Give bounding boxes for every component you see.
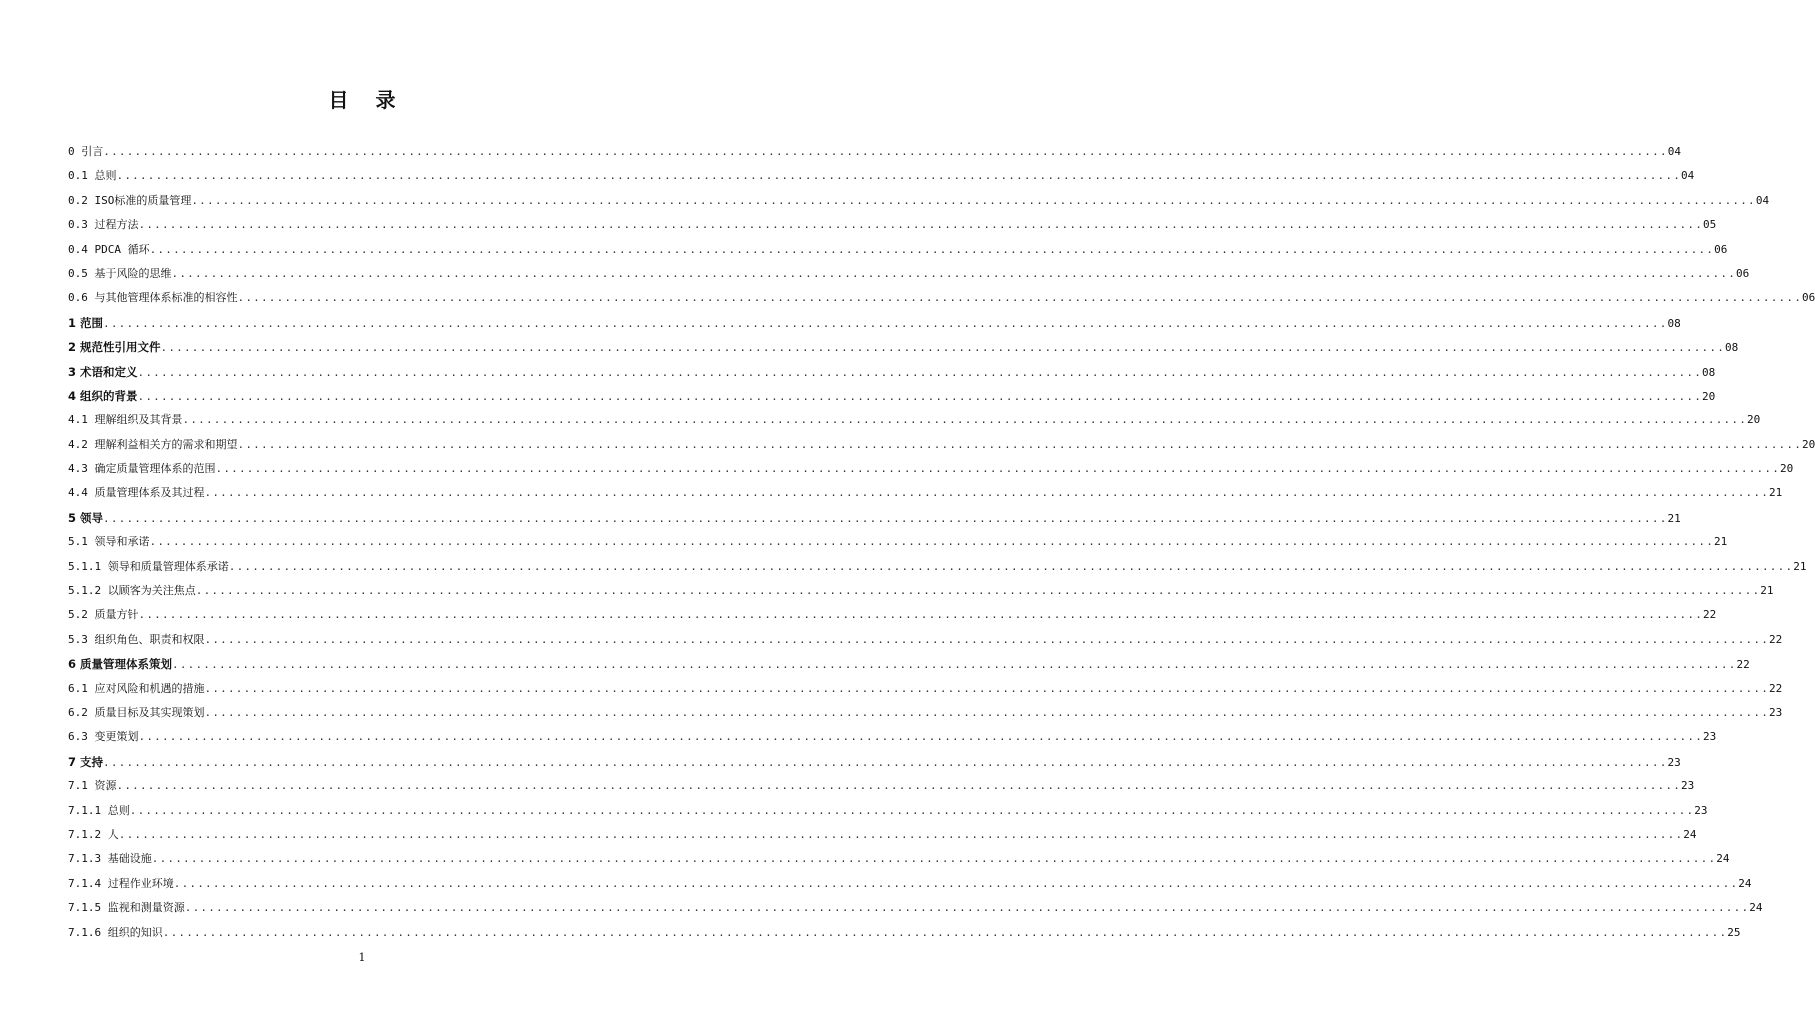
- page-number: 1: [358, 951, 366, 964]
- dot-leader: ........................................................................................................................................................................................................: [237, 291, 1803, 305]
- toc-entry-page: 23: [1694, 803, 1708, 817]
- toc-entry-page: 20: [1747, 413, 1761, 427]
- dot-leader: ........................................................................................................................................................................................................: [137, 389, 1703, 403]
- toc-entry-label: 6.3 变更策划: [68, 730, 139, 744]
- toc-entry[interactable]: [68, 481, 1783, 505]
- toc-entry[interactable]: [68, 725, 1717, 749]
- toc-entry[interactable]: [68, 140, 1682, 164]
- toc-entry-label: 0.4 PDCA 循环: [68, 242, 150, 256]
- toc-entry-page: 21: [1667, 511, 1681, 525]
- dot-leader: ........................................................................................................................................................................................................: [171, 266, 1737, 280]
- toc-entry-page: 21: [1714, 535, 1728, 549]
- toc-entry-page: 22: [1769, 632, 1783, 646]
- toc-entry[interactable]: [68, 701, 1783, 725]
- dot-leader: ........................................................................................................................................................................................................: [138, 730, 1704, 744]
- toc-entry[interactable]: [68, 677, 1783, 701]
- dot-leader: ........................................................................................................................................................................................................: [103, 145, 1668, 158]
- toc-entry-label: 5 领导: [68, 510, 104, 525]
- toc-entry-page: 24: [1716, 852, 1730, 866]
- toc-entry-label: 3 术语和定义: [68, 364, 138, 379]
- toc-entry-label: 7.1.6 组织的知识: [68, 925, 163, 939]
- toc-entry[interactable]: [68, 335, 1739, 359]
- dot-leader: ........................................................................................................................................................................................................: [195, 584, 1761, 598]
- toc-entry-page: 24: [1738, 876, 1752, 890]
- toc-entry[interactable]: [68, 750, 1681, 774]
- toc-entry-page: 23: [1769, 705, 1783, 719]
- toc-entry-page: 05: [1703, 218, 1717, 232]
- toc-entry-page: 04: [1681, 169, 1695, 183]
- toc-entry[interactable]: [68, 579, 1774, 603]
- toc-entry[interactable]: [68, 872, 1752, 896]
- dot-leader: ........................................................................................................................................................................................................: [182, 413, 1748, 427]
- toc-entry-label: 7.1.5 监视和测量资源: [68, 901, 185, 915]
- dot-leader: ........................................................................................................................................................................................................: [118, 827, 1684, 841]
- toc-entry-page: 21: [1760, 584, 1774, 598]
- dot-leader: ........................................................................................................................................................................................................: [173, 876, 1739, 890]
- toc-entry-label: 0 引言: [68, 145, 104, 158]
- dot-leader: ........................................................................................................................................................................................................: [228, 559, 1794, 573]
- dot-leader: ........................................................................................................................................................................................................: [215, 462, 1781, 476]
- toc-entry[interactable]: [68, 823, 1697, 847]
- toc-entry[interactable]: [68, 164, 1695, 188]
- dot-leader: ........................................................................................................................................................................................................: [137, 365, 1703, 379]
- toc-entry-label: 5.1.1 领导和质量管理体系承诺: [68, 559, 229, 573]
- toc-entry-page: 06: [1736, 266, 1750, 280]
- toc-entry-page: 06: [1802, 291, 1815, 305]
- toc-entry-page: 08: [1725, 341, 1739, 355]
- toc-entry-page: 24: [1749, 901, 1763, 915]
- toc-entry[interactable]: [68, 238, 1728, 262]
- toc-entry-page: 24: [1683, 827, 1697, 841]
- dot-leader: ........................................................................................................................................................................................................: [160, 341, 1726, 355]
- dot-leader: ........................................................................................................................................................................................................: [149, 535, 1715, 549]
- toc-entry-label: 6.2 质量目标及其实现策划: [68, 705, 205, 719]
- dot-leader: ........................................................................................................................................................................................................: [138, 608, 1704, 622]
- toc-entry-label: 4.3 确定质量管理体系的范围: [68, 462, 216, 476]
- toc-entry-page: 23: [1703, 730, 1717, 744]
- toc-entry-label: 5.1.2 以顾客为关注焦点: [68, 584, 196, 598]
- toc-entry[interactable]: [68, 555, 1807, 579]
- toc-entry-page: 20: [1802, 437, 1815, 451]
- table-of-contents: [68, 140, 1815, 945]
- toc-entry-page: 21: [1793, 559, 1807, 573]
- dot-leader: ........................................................................................................................................................................................................: [138, 218, 1704, 232]
- toc-entry[interactable]: [68, 628, 1783, 652]
- toc-entry[interactable]: [68, 799, 1708, 823]
- toc-entry[interactable]: [68, 921, 1741, 945]
- dot-leader: ........................................................................................................................................................................................................: [184, 901, 1750, 915]
- toc-entry[interactable]: [68, 311, 1681, 335]
- toc-entry[interactable]: [68, 286, 1815, 310]
- toc-entry-label: 0.1 总则: [68, 169, 117, 183]
- toc-entry[interactable]: [68, 506, 1681, 530]
- toc-entry-page: 06: [1714, 242, 1728, 256]
- toc-entry-label: 4 组织的背景: [68, 388, 138, 403]
- toc-entry[interactable]: [68, 896, 1763, 920]
- toc-entry-page: 04: [1667, 145, 1682, 158]
- dot-leader: ........................................................................................................................................................................................................: [162, 925, 1728, 939]
- dot-leader: ........................................................................................................................................................................................................: [149, 242, 1715, 256]
- toc-entry-label: 5.3 组织角色、职责和权限: [68, 632, 205, 646]
- toc-entry-page: 23: [1667, 755, 1681, 769]
- toc-entry[interactable]: [68, 433, 1815, 457]
- toc-title: 目 录: [328, 88, 406, 112]
- toc-entry-label: 7.1.4 过程作业环境: [68, 876, 174, 890]
- dot-leader: ........................................................................................................................................................................................................: [129, 803, 1695, 817]
- toc-entry-page: 20: [1780, 462, 1794, 476]
- toc-entry[interactable]: [68, 457, 1794, 481]
- toc-entry-label: 6 质量管理体系策划: [68, 657, 173, 672]
- toc-entry-page: 21: [1769, 486, 1783, 500]
- toc-entry-label: 2 规范性引用文件: [68, 340, 161, 355]
- toc-entry[interactable]: [68, 603, 1717, 627]
- dot-leader: ........................................................................................................................................................................................................: [191, 193, 1756, 207]
- toc-entry[interactable]: [68, 847, 1730, 871]
- dot-leader: ........................................................................................................................................................................................................: [204, 632, 1770, 646]
- toc-entry-page: 22: [1703, 608, 1717, 622]
- toc-entry[interactable]: [68, 652, 1750, 676]
- dot-leader: ........................................................................................................................................................................................................: [103, 755, 1668, 769]
- toc-entry-label: 7.1.2 人: [68, 827, 119, 841]
- toc-entry-label: 6.1 应对风险和机遇的措施: [68, 681, 205, 695]
- toc-entry-label: 5.2 质量方针: [68, 608, 139, 622]
- dot-leader: ........................................................................................................................................................................................................: [103, 316, 1668, 330]
- toc-entry-label: 0.3 过程方法: [68, 218, 139, 232]
- toc-entry-label: 7.1.3 基础设施: [68, 852, 152, 866]
- toc-entry-page: 08: [1702, 365, 1716, 379]
- dot-leader: ........................................................................................................................................................................................................: [103, 511, 1668, 525]
- toc-entry-label: 4.2 理解利益相关方的需求和期望: [68, 437, 238, 451]
- toc-entry-label: 1 范围: [68, 315, 104, 330]
- toc-entry-label: 4.4 质量管理体系及其过程: [68, 486, 205, 500]
- toc-entry-label: 7.1 资源: [68, 779, 117, 793]
- toc-entry[interactable]: [68, 408, 1761, 432]
- toc-entry[interactable]: [68, 530, 1728, 554]
- toc-entry-page: 04: [1755, 193, 1770, 207]
- dot-leader: ........................................................................................................................................................................................................: [151, 852, 1717, 866]
- toc-entry-page: 22: [1769, 681, 1783, 695]
- toc-entry-label: 0.2 ISO标准的质量管理: [68, 193, 192, 207]
- dot-leader: ........................................................................................................................................................................................................: [204, 681, 1770, 695]
- toc-entry-page: 08: [1667, 316, 1681, 330]
- toc-entry[interactable]: [68, 360, 1716, 384]
- toc-entry[interactable]: [68, 189, 1770, 213]
- toc-entry-page: 25: [1727, 925, 1741, 939]
- dot-leader: ........................................................................................................................................................................................................: [237, 437, 1803, 451]
- toc-entry[interactable]: [68, 262, 1750, 286]
- toc-entry-label: 7 支持: [68, 754, 104, 769]
- toc-entry-page: 23: [1681, 779, 1695, 793]
- toc-entry-label: 5.1 领导和承诺: [68, 535, 150, 549]
- toc-entry-label: 7.1.1 总则: [68, 803, 130, 817]
- dot-leader: ........................................................................................................................................................................................................: [204, 486, 1770, 500]
- toc-entry-label: 0.6 与其他管理体系标准的相容性: [68, 291, 238, 305]
- toc-entry-page: 22: [1736, 658, 1750, 672]
- toc-entry[interactable]: [68, 774, 1695, 798]
- toc-entry-label: 0.5 基于风险的思维: [68, 266, 172, 280]
- toc-entry[interactable]: [68, 384, 1716, 408]
- dot-leader: ........................................................................................................................................................................................................: [116, 169, 1682, 183]
- dot-leader: ........................................................................................................................................................................................................: [204, 705, 1770, 719]
- toc-entry[interactable]: [68, 213, 1717, 237]
- toc-entry-label: 4.1 理解组织及其背景: [68, 413, 183, 427]
- dot-leader: ........................................................................................................................................................................................................: [116, 779, 1682, 793]
- dot-leader: ........................................................................................................................................................................................................: [172, 658, 1737, 672]
- toc-entry-page: 20: [1702, 389, 1716, 403]
